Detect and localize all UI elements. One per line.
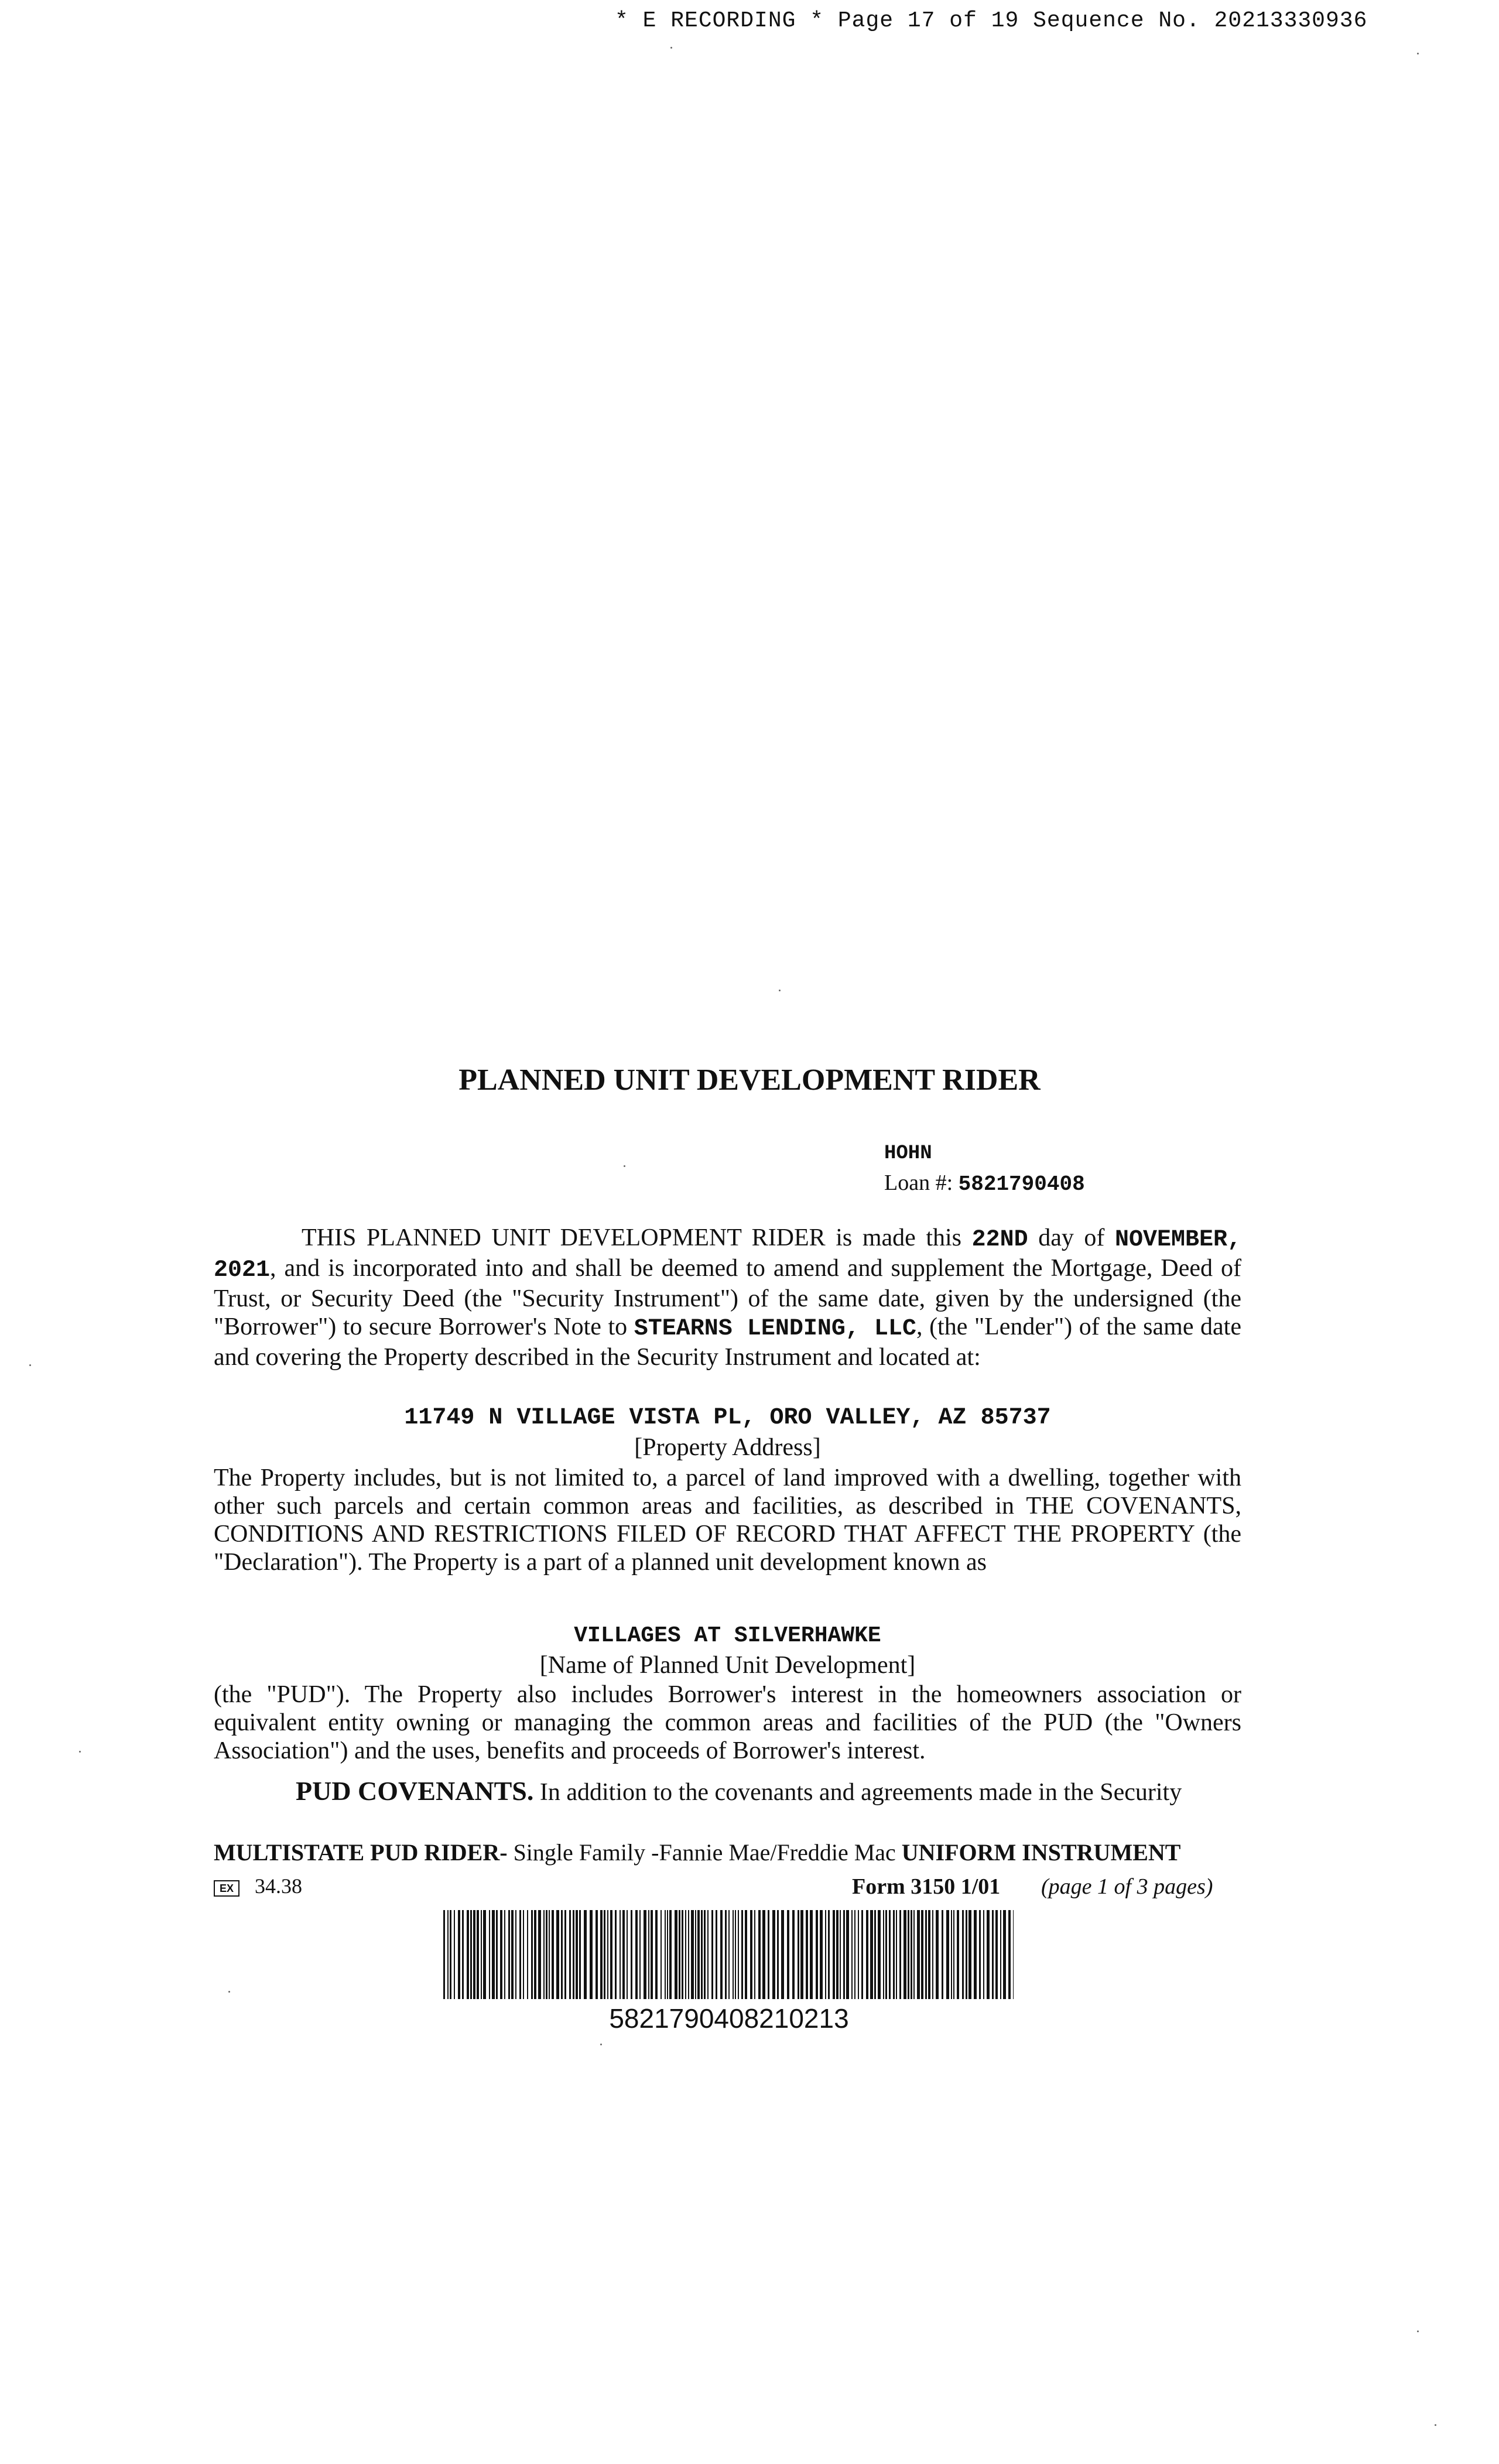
barcode-bar (733, 1910, 734, 1999)
covenants-text: In addition to the covenants and agreements made in the Security (533, 1779, 1182, 1806)
barcode-bar (913, 1910, 915, 1999)
barcode-bar (983, 1910, 984, 1999)
scan-speck (228, 1991, 230, 1993)
barcode-bar (1008, 1910, 1011, 1999)
barcode-bar (810, 1910, 813, 1999)
barcode-bar (1013, 1910, 1014, 1999)
barcode-bar (467, 1910, 469, 1999)
recording-header: * E RECORDING * Page 17 of 19 Sequence No. 20213330936 (615, 8, 1368, 33)
form-code-row (214, 1874, 302, 1898)
barcode-bar (738, 1910, 739, 1999)
barcode-bar (688, 1910, 689, 1999)
barcode-bar (648, 1910, 649, 1999)
property-paragraph: The Property includes, but is not limited to, a parcel of land improved with a dwelling, together with other such parcels and certain common areas and facilities, as described in THE COVENANTS, CONDITIONS AND RESTRICTIONS FILED OF RECORD THAT AFFECT THE PROPERTY (the "Declaration"). The Property is a part of a planned unit development known as (214, 1464, 1241, 1576)
form-code: 34.38 (255, 1874, 302, 1898)
barcode-bar (660, 1910, 662, 1999)
barcode-bar (561, 1910, 563, 1999)
barcode-bar (679, 1910, 680, 1999)
scan-speck (29, 1364, 31, 1366)
barcode-bar (861, 1910, 863, 1999)
barcode-bar (866, 1910, 868, 1999)
barcode-bar (531, 1910, 533, 1999)
barcode-bar (966, 1910, 967, 1999)
barcode-bar (579, 1910, 581, 1999)
lender-name: STEARNS LENDING, LLC (634, 1316, 916, 1342)
intro-text-2: day of (1028, 1224, 1115, 1251)
barcode-bar (725, 1910, 727, 1999)
barcode-bar (523, 1910, 524, 1999)
barcode-bar (556, 1910, 559, 1999)
barcode-bar (620, 1910, 621, 1999)
form-title (214, 1839, 1180, 1866)
pud-covenants (214, 1777, 1241, 1806)
form-title-normal: Single Family -Fannie Mae/Freddie Mac (507, 1839, 902, 1866)
barcode-bar (635, 1910, 638, 1999)
barcode-bar (792, 1910, 795, 1999)
intro-paragraph (214, 1224, 1241, 1371)
barcode-bar (843, 1910, 845, 1999)
barcode-bar (987, 1910, 990, 1999)
barcode-bar (447, 1910, 449, 1999)
barcode-bar (651, 1910, 653, 1999)
barcode-bar (515, 1910, 516, 1999)
barcode-bar (951, 1910, 952, 1999)
barcode-bar (750, 1910, 752, 1999)
barcode-bar (851, 1910, 853, 1999)
intro-text-4: , (the "Lender") of the same date and covering the Property described in the Security Instrument and located at: (214, 1313, 1241, 1371)
barcode-bar (768, 1910, 769, 1999)
barcode-bar (953, 1910, 954, 1999)
barcode-bar (885, 1910, 887, 1999)
barcode-bar (974, 1910, 977, 1999)
barcode-bar (483, 1910, 486, 1999)
barcode-bar (870, 1910, 873, 1999)
barcode-bar (893, 1910, 895, 1999)
barcode-bar (481, 1910, 482, 1999)
barcode-bar (936, 1910, 939, 1999)
barcode-bar (946, 1910, 949, 1999)
barcode-bar (903, 1910, 906, 1999)
barcode-bar (500, 1910, 502, 1999)
barcode-bar (925, 1910, 927, 1999)
form-title-bold: MULTISTATE PUD RIDER- (214, 1839, 508, 1866)
loan-row (884, 1168, 1085, 1199)
barcode-bar (543, 1910, 545, 1999)
barcode-bar (697, 1910, 700, 1999)
intro-text-1: THIS PLANNED UNIT DEVELOPMENT RIDER is made this (302, 1224, 972, 1251)
scan-speck (600, 2044, 602, 2045)
barcode-bar (979, 1910, 981, 1999)
barcode-bar (711, 1910, 713, 1999)
barcode-bar (473, 1910, 475, 1999)
barcode-bar (758, 1910, 761, 1999)
barcode-bar (538, 1910, 541, 1999)
barcode-bar (992, 1910, 994, 1999)
barcode-number: 5821790408210213 (609, 2003, 849, 2034)
barcode-bar (806, 1910, 808, 1999)
barcode-bar (477, 1910, 479, 1999)
barcode-bar (489, 1910, 490, 1999)
scan-speck (79, 1751, 81, 1753)
barcode-bar (682, 1910, 683, 1999)
barcode-bar (607, 1910, 608, 1999)
barcode-bar (932, 1910, 933, 1999)
barcode-bar (573, 1910, 574, 1999)
barcode-image (443, 1910, 1014, 1999)
barcode-bar (511, 1910, 514, 1999)
barcode-bar (590, 1910, 593, 1999)
barcode-bar (820, 1910, 823, 1999)
barcode-bar (631, 1910, 632, 1999)
barcode-bar (584, 1910, 587, 1999)
barcode-bar (928, 1910, 930, 1999)
barcode-bar (669, 1910, 672, 1999)
loan-label: Loan #: (884, 1171, 953, 1195)
barcode-bar (1000, 1910, 1001, 1999)
barcode-bar (627, 1910, 628, 1999)
barcode-bar (454, 1910, 455, 1999)
barcode-bar (655, 1910, 658, 1999)
barcode-bar (720, 1910, 723, 1999)
rider-day: 22ND (971, 1227, 1028, 1253)
form-number: Form 3150 1/01 (852, 1874, 1001, 1899)
property-address-label: [Property Address] (634, 1434, 821, 1461)
covenants-heading: PUD COVENANTS. (296, 1776, 534, 1806)
barcode-bar (816, 1910, 818, 1999)
barcode-bar (800, 1910, 803, 1999)
barcode-bar (667, 1910, 668, 1999)
barcode-bar (639, 1910, 641, 1999)
intro-text-3: , and is incorporated into and shall be deemed to amend and supplement the Mortgage, Deed of Trust, or Security Deed (the "Security Instrument") of the same date, given by the undersigned (the "Borrower") to secure Borrower's Note to (214, 1255, 1241, 1340)
property-address: 11749 N VILLAGE VISTA PL, ORO VALLEY, AZ 85737 (404, 1405, 1051, 1431)
barcode-bar (781, 1910, 784, 1999)
barcode-bar (604, 1910, 605, 1999)
barcode-bar (508, 1910, 510, 1999)
barcode-bar (854, 1910, 855, 1999)
borrower-name: HOHN (884, 1142, 932, 1165)
barcode-bar (754, 1910, 755, 1999)
pud-name: VILLAGES AT SILVERHAWKE (574, 1623, 881, 1648)
barcode-bar (610, 1910, 612, 1999)
barcode-bar (846, 1910, 849, 1999)
barcode-bar (450, 1910, 451, 1999)
barcode-bar (615, 1910, 617, 1999)
page-count: (page 1 of 3 pages) (1041, 1874, 1213, 1899)
scan-speck (1417, 2330, 1419, 2332)
scan-speck (624, 1165, 625, 1167)
barcode-bar (470, 1910, 472, 1999)
barcode-bar (858, 1910, 859, 1999)
barcode-bar (1003, 1910, 1006, 1999)
pud-name-label: [Name of Planned Unit Development] (539, 1652, 916, 1679)
barcode-bar (828, 1910, 830, 1999)
barcode-bar (701, 1910, 703, 1999)
barcode-bar (728, 1910, 730, 1999)
barcode-bar (833, 1910, 835, 1999)
barcode-bar (911, 1910, 912, 1999)
barcode-bar (942, 1910, 943, 1999)
barcode-bar (458, 1910, 460, 1999)
form-title-bold2: UNIFORM INSTRUMENT (901, 1839, 1181, 1866)
barcode-bar (825, 1910, 826, 1999)
barcode-bar (644, 1910, 646, 1999)
barcode-bar (695, 1910, 696, 1999)
barcode-bar (874, 1910, 876, 1999)
loan-number: 5821790408 (958, 1172, 1085, 1196)
scan-speck (779, 990, 781, 991)
barcode-bar (527, 1910, 528, 1999)
barcode-bar (552, 1910, 554, 1999)
pud-paragraph: (the "PUD"). The Property also includes Borrower's interest in the homeowners association or equivalent entity owning or managing the common areas and facilities of the PUD (the "Owners Association") and the uses, benefits and proceeds of Borrower's interest. (214, 1681, 1241, 1764)
barcode-bar (921, 1910, 923, 1999)
barcode-bar (741, 1910, 743, 1999)
barcode-bar (622, 1910, 625, 1999)
scan-speck (670, 47, 672, 49)
barcode-bar (546, 1910, 547, 1999)
barcode-bar (787, 1910, 789, 1999)
barcode-bar (549, 1910, 550, 1999)
barcode-bar (443, 1910, 445, 1999)
barcode-bar (899, 1910, 901, 1999)
borrower-block (884, 1139, 1085, 1199)
barcode-bar (957, 1910, 959, 1999)
document-title: PLANNED UNIT DEVELOPMENT RIDER (458, 1063, 1041, 1097)
barcode-bar (675, 1910, 677, 1999)
barcode-bar (917, 1910, 920, 1999)
barcode-bar (883, 1910, 884, 1999)
barcode-bar (576, 1910, 578, 1999)
barcode-bar (462, 1910, 464, 1999)
barcode-bar (896, 1910, 897, 1999)
scan-speck (1417, 53, 1419, 54)
barcode-bar (691, 1910, 694, 1999)
barcode-bar (600, 1910, 603, 1999)
barcode-bar (504, 1910, 505, 1999)
barcode-bar (968, 1910, 971, 1999)
barcode-bar (840, 1910, 841, 1999)
barcode-bar (596, 1910, 598, 1999)
barcode-bar (836, 1910, 839, 1999)
barcode-bar (716, 1910, 717, 1999)
barcode-bar (519, 1910, 521, 1999)
barcode-bar (569, 1910, 571, 1999)
barcode-bar (492, 1910, 495, 1999)
barcode-bar (745, 1910, 747, 1999)
barcode-bar (496, 1910, 498, 1999)
rider-month-year: NOVEMBER, 2021 (214, 1227, 1242, 1284)
barcode-bar (735, 1910, 736, 1999)
barcode-bar (762, 1910, 765, 1999)
barcode-bar (962, 1910, 964, 1999)
barcode-bar (534, 1910, 536, 1999)
barcode-bar (995, 1910, 998, 1999)
barcode-bar (707, 1910, 709, 1999)
barcode-bar (685, 1910, 686, 1999)
barcode-bar (704, 1910, 706, 1999)
barcode-bar (878, 1910, 881, 1999)
scan-speck (1435, 2424, 1436, 2426)
barcode-bar (772, 1910, 775, 1999)
barcode-bar (908, 1910, 909, 1999)
barcode-bar (798, 1910, 799, 1999)
barcode-bar (564, 1910, 566, 1999)
ex-logo-icon: EX (214, 1880, 239, 1897)
barcode-bar (889, 1910, 891, 1999)
barcode-bar (777, 1910, 779, 1999)
barcode-bar (665, 1910, 666, 1999)
